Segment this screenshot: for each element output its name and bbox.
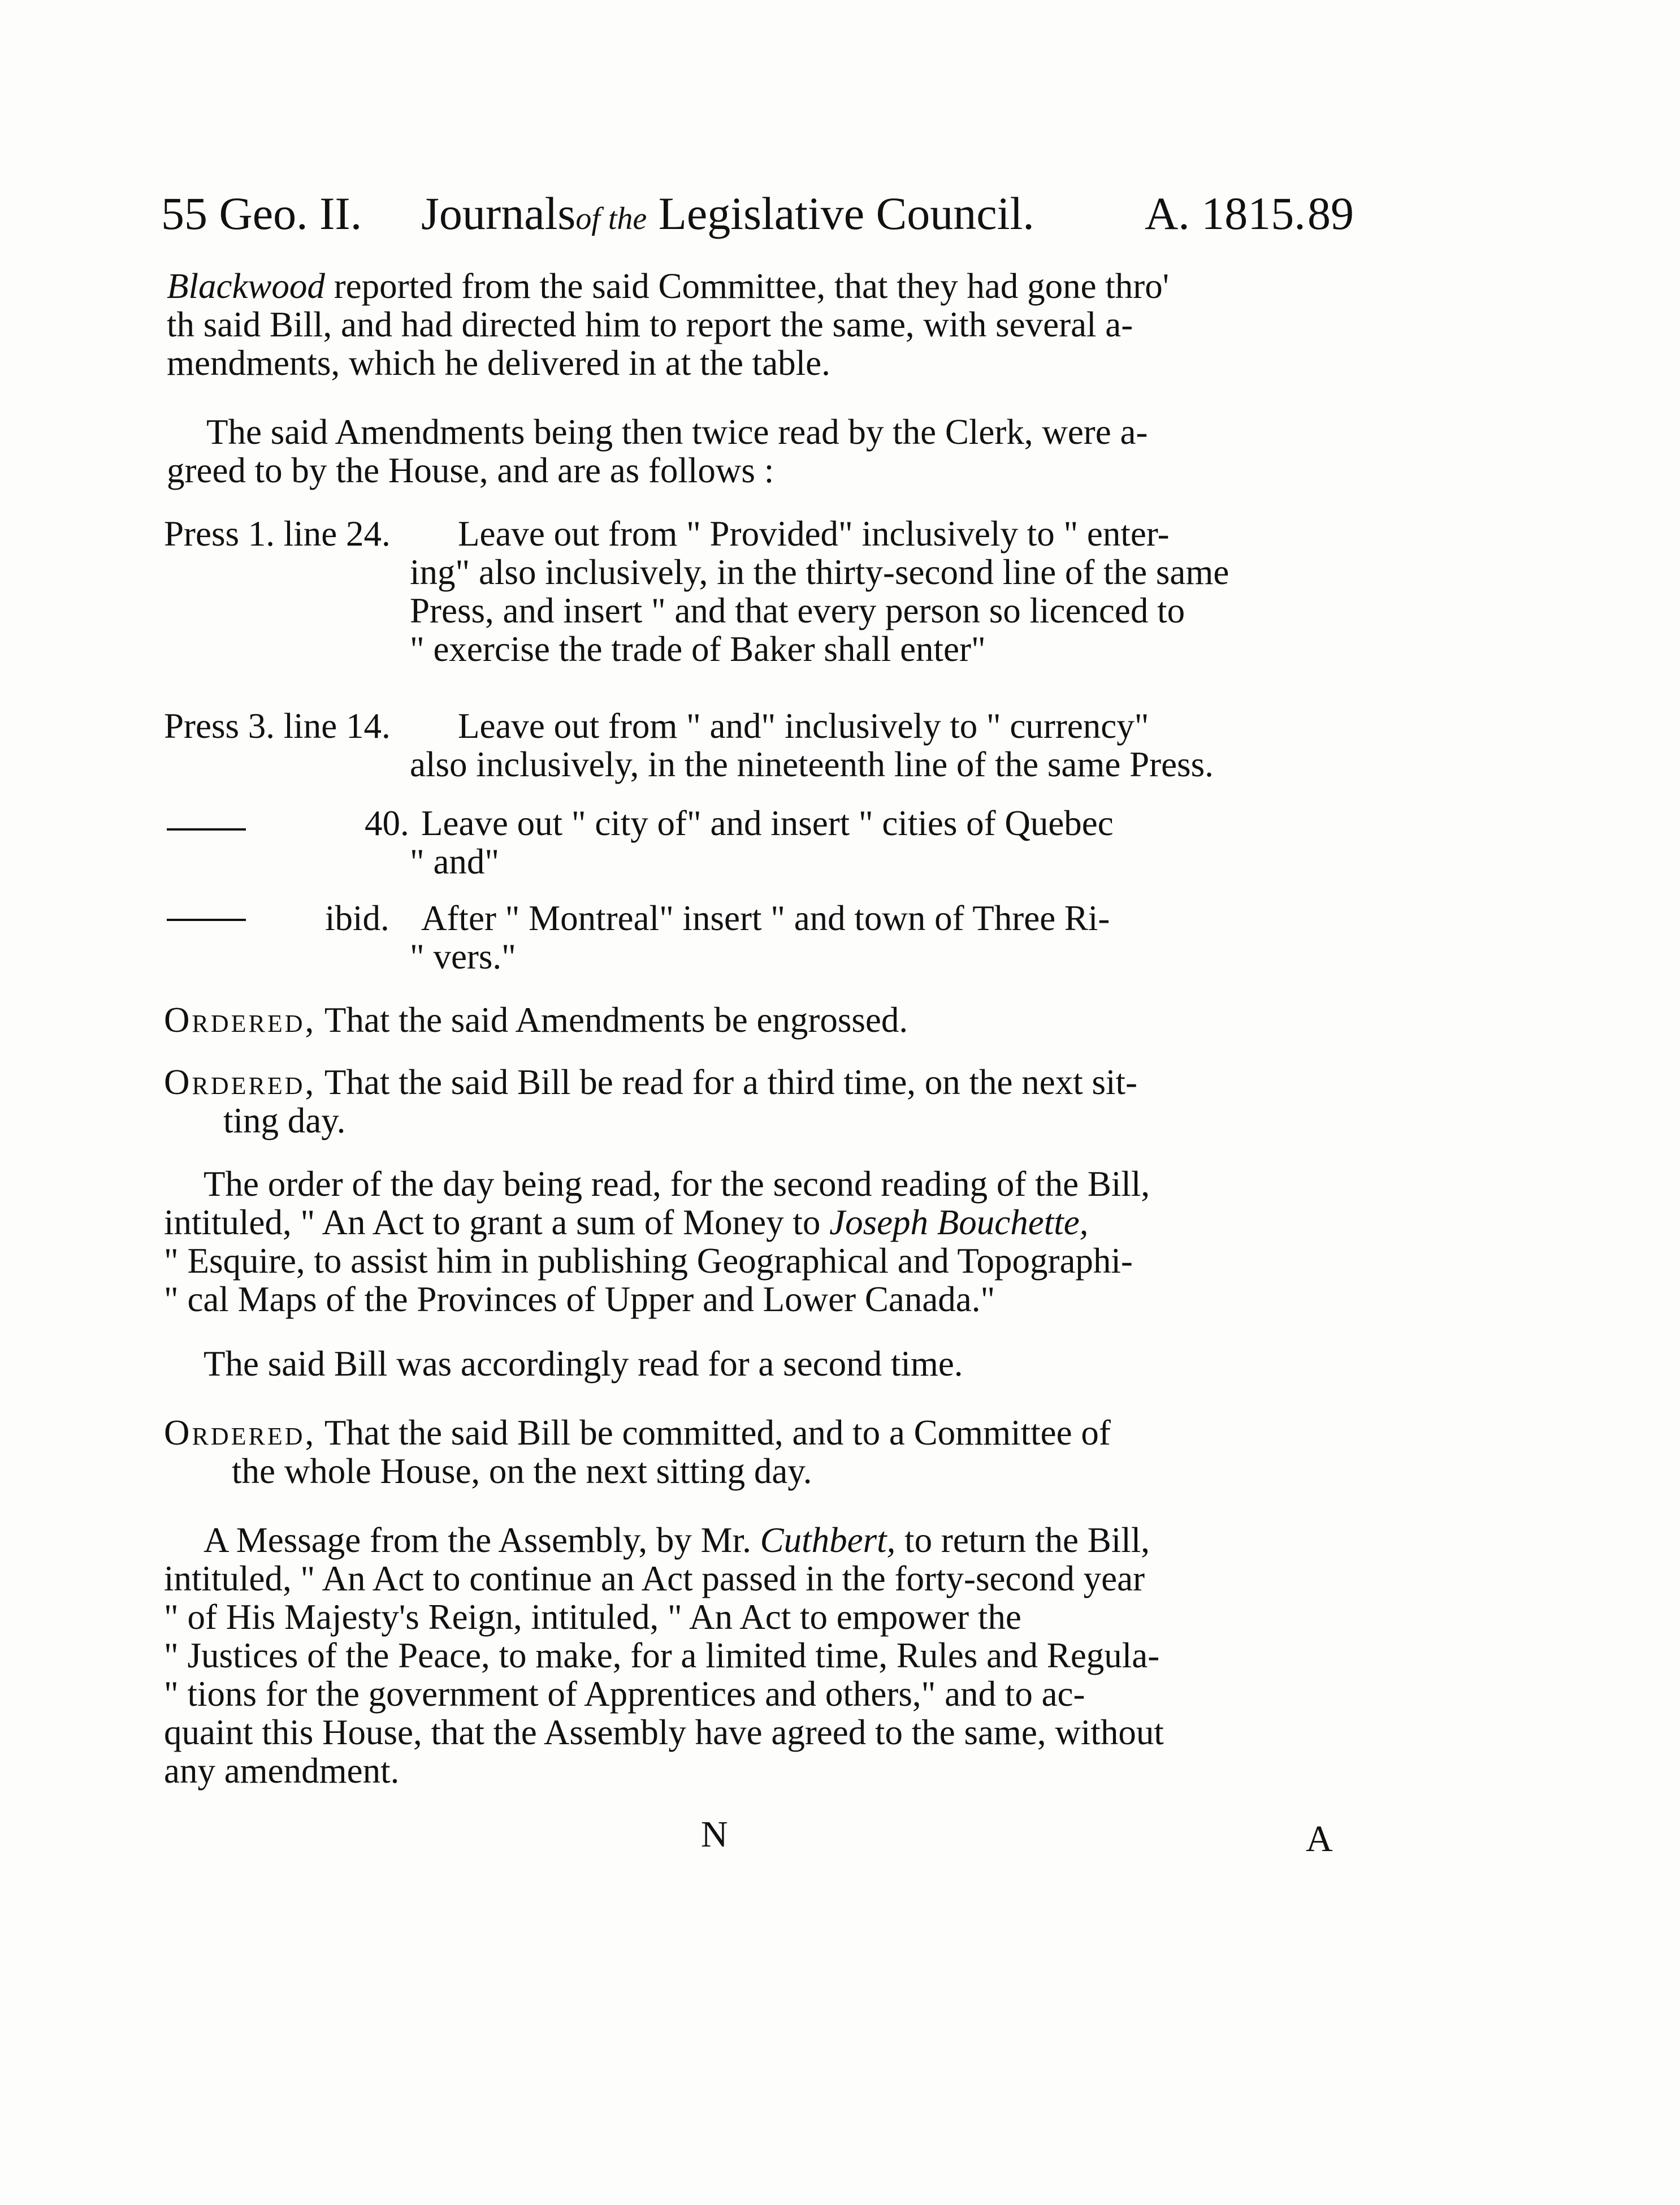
ordered2-line1-text: That the said Bill be read for a third time, on the next sit- bbox=[324, 1062, 1137, 1102]
para1-line1 bbox=[167, 267, 1314, 305]
ordered3-key: Ordered, bbox=[164, 1413, 317, 1452]
amendment1-line1: Leave out from " Provided" inclusively to " enter- bbox=[458, 514, 1170, 554]
bouchette-name: Joseph Bouchette, bbox=[829, 1203, 1089, 1242]
para5-line7: any amendment. bbox=[164, 1751, 400, 1791]
ordered3-line1-text: That the said Bill be committed, and to a Committee of bbox=[324, 1413, 1111, 1452]
para2-line1: The said Amendments being then twice read by the Clerk, were a- bbox=[206, 412, 1148, 452]
blackwood-name: Blackwood bbox=[167, 266, 325, 306]
cuthbert-name: Cuthbert, bbox=[760, 1520, 896, 1560]
amendment1-line4: " exercise the trade of Baker shall enter" bbox=[410, 629, 986, 669]
ditto-rule-1 bbox=[167, 828, 246, 831]
amendment2-line1: Leave out from " and" inclusively to " currency" bbox=[458, 706, 1149, 746]
header-year: A. 1815. bbox=[1145, 188, 1306, 239]
amendment4-line1: After " Montreal" insert " and town of Three Ri- bbox=[421, 898, 1110, 938]
header-journal-prefix: Journals bbox=[421, 188, 576, 239]
ordered1 bbox=[164, 1001, 908, 1039]
para5-line6: quaint this House, that the Assembly have agreed to the same, without bbox=[164, 1713, 1164, 1752]
para5-line4: " Justices of the Peace, to make, for a limited time, Rules and Regula- bbox=[164, 1636, 1160, 1675]
para3-line1: The order of the day being read, for the second reading of the Bill, bbox=[203, 1164, 1150, 1204]
para3-line4: " cal Maps of the Provinces of Upper and Lower Canada." bbox=[164, 1279, 995, 1319]
amendment2-label: Press 3. line 14. bbox=[164, 706, 391, 746]
para2-line2: greed to by the House, and are as follows : bbox=[167, 451, 774, 490]
para3-line3: " Esquire, to assist him in publishing Geographical and Topographi- bbox=[164, 1241, 1133, 1281]
ordered3-line2: the whole House, on the next sitting day. bbox=[232, 1451, 812, 1491]
para4: The said Bill was accordingly read for a second time. bbox=[203, 1344, 963, 1383]
para5-line1 bbox=[203, 1521, 1150, 1559]
para5-line3: " of His Majesty's Reign, intituled, " An Act to empower the bbox=[164, 1597, 1021, 1637]
amendment4-line2: " vers." bbox=[410, 937, 516, 976]
ordered1-text: That the said Amendments be engrossed. bbox=[324, 1000, 908, 1040]
ordered2-line1 bbox=[164, 1063, 1137, 1101]
amendment1-line2: ing" also inclusively, in the thirty-second line of the same bbox=[410, 552, 1229, 592]
para5-line1-a: A Message from the Assembly, by Mr. bbox=[203, 1520, 751, 1560]
para1-line2: th said Bill, and had directed him to report the same, with several a- bbox=[167, 305, 1133, 344]
para5-line2: intituled, " An Act to continue an Act passed in the forty-second year bbox=[164, 1559, 1145, 1598]
para1-line1-text: reported from the said Committee, that they had gone thro' bbox=[334, 266, 1170, 306]
amendment1-label: Press 1. line 24. bbox=[164, 514, 391, 554]
ordered3-line1 bbox=[164, 1413, 1111, 1452]
ordered2-line2: ting day. bbox=[223, 1101, 346, 1140]
amendment3-line2: " and" bbox=[410, 842, 500, 881]
para3-line2 bbox=[164, 1203, 1088, 1242]
amendment1-line3: Press, and insert " and that every person so licenced to bbox=[410, 591, 1185, 630]
amendment3-label: 40. bbox=[365, 803, 409, 843]
amendment3-line1: Leave out " city of" and insert " cities of Quebec bbox=[421, 803, 1114, 843]
header-journal-title bbox=[421, 180, 1034, 253]
signature-mark: N bbox=[701, 1814, 728, 1855]
header-journal-of: of the bbox=[575, 201, 647, 236]
ordered2-key: Ordered, bbox=[164, 1062, 317, 1102]
header-journal-suffix: Legislative Council. bbox=[658, 188, 1034, 239]
para3-line2-text: intituled, " An Act to grant a sum of Money to bbox=[164, 1203, 821, 1242]
para5-line5: " tions for the government of Apprentices and others," and to ac- bbox=[164, 1674, 1085, 1714]
amendment4-label: ibid. bbox=[325, 898, 389, 938]
amendment2-line2: also inclusively, in the nineteenth line of the same Press. bbox=[410, 745, 1214, 784]
ordered1-key: Ordered, bbox=[164, 1000, 317, 1040]
running-header bbox=[161, 180, 1354, 248]
header-page-number: 89 bbox=[1307, 188, 1354, 239]
ditto-rule-2 bbox=[167, 919, 246, 921]
header-session: 55 Geo. II. bbox=[161, 188, 362, 239]
para5-line1-b: to return the Bill, bbox=[904, 1520, 1150, 1560]
catchword: A bbox=[1306, 1818, 1333, 1860]
para1-line3: mendments, which he delivered in at the table. bbox=[167, 343, 830, 383]
